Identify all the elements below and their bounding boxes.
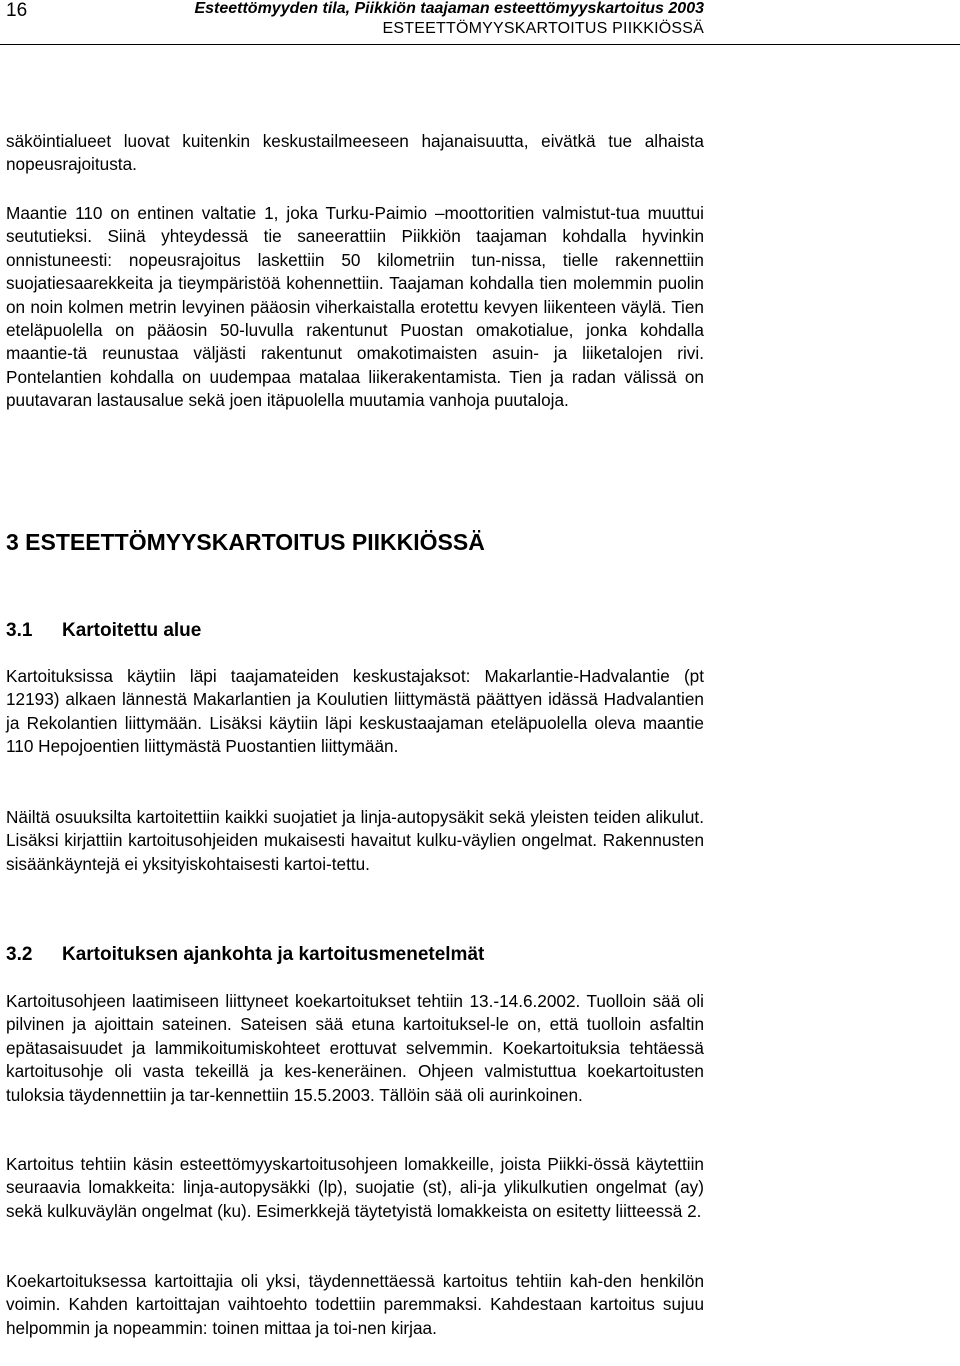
header-rule xyxy=(0,44,960,45)
paragraph-3-2-b: Kartoitus tehtiin käsin esteettömyyskartoitusohjeen lomakkeille, joista Piikki-össä käytettiin seuraavia lomakkeita: linja-autopysäkki (lp), suojatie (st), ali-ja ylikulkutien ongelmat (ay) sekä kulkuväylän ongelmat (ku). Esimerkkejä täytetyistä lomakkeista on esitetty liitteessä 2. xyxy=(6,1154,704,1221)
subsection-title: Kartoituksen ajankohta ja kartoitusmenetelmät xyxy=(62,944,485,965)
paragraph-3-1-a: Kartoituksissa käytiin läpi taajamateiden keskustajaksot: Makarlantie-Hadvalantie (pt 12193) alkaen lännestä Makarlantien ja Koulutien liittymästä päättyen idässä Hadvalantien ja Rekolantien liittymään. Lisäksi käytiin läpi keskustaajaman eteläpuolella oleva maantie 110 Hepojoentien liittymästä Puostantien liittymään. xyxy=(6,666,704,757)
section-heading: 3 ESTEETTÖMYYSKARTOITUS PIIKKIÖSSÄ xyxy=(6,529,485,555)
running-header-title: Esteettömyyden tila, Piikkiön taajaman esteettömyyskartoitus 2003 xyxy=(194,0,704,17)
paragraph-3-2-c: Koekartoituksessa kartoittajia oli yksi, täydennettäessä kartoitus tehtiin kah-den henkilön voimin. Kahden kartoittajan vaihtoehto todettiin paremmaksi. Kahdestaan kartoitus sujuu helpommin ja nopeammin: toinen mittaa ja toi-nen kirjaa. xyxy=(6,1271,704,1338)
intro-paragraph-2: Maantie 110 on entinen valtatie 1, joka Turku-Paimio –moottoritien valmistut-tua muuttui seututieksi. Siinä yhteydessä tie saneerattiin Piikkiön taajaman kohdalla hyvinkin onnistuneesti: nopeusrajoitus laskettiin 50 kilometriin tun-nissa, tielle rakennettiin suojatiesaarekkeita ja tieympäristöä kohennettiin. Taajaman kohdalla tien molemmin puolin on noin kolmen metrin levyinen pääosin viherkaistalla erotettu kevyen liikenteen väylä. Tien eteläpuolella on pääosin 50-luvulla rakentunut Puostan omakotialue, jonka kohdalla maantie-tä reunustaa väljästi rakentunut omakotimaisten asuin- ja liiketalojen rivi. Pontelantien kohdalla on uudempaa matalaa liikerakentamista. Tien ja radan välissä on puutavaran lastausalue sekä joen itäpuolella muutamia vanhoja puutaloja. xyxy=(6,203,704,411)
subsection-title: Kartoitettu alue xyxy=(62,620,202,641)
page-number: 16 xyxy=(6,0,28,21)
subsection-number: 3.2 xyxy=(6,944,33,965)
running-header-subtitle: ESTEETTÖMYYSKARTOITUS PIIKKIÖSSÄ xyxy=(382,20,704,37)
intro-paragraph-1: säköintialueet luovat kuitenkin keskustailmeeseen hajanaisuutta, eivätkä tue alhaista nopeusrajoitusta. xyxy=(6,131,704,175)
paragraph-3-1-b: Näiltä osuuksilta kartoitettiin kaikki suojatiet ja linja-autopysäkit sekä yleisten teiden alikulut. Lisäksi kirjattiin kartoitusohjeiden mukaisesti havaitut kulku-väylien ongelmat. Rakennusten sisäänkäyntejä ei yksityiskohtaisesti kartoi-tettu. xyxy=(6,807,704,874)
subsection-heading-3-1 xyxy=(6,620,201,642)
subsection-heading-3-2 xyxy=(6,944,484,966)
subsection-number: 3.1 xyxy=(6,620,33,641)
paragraph-3-2-a: Kartoitusohjeen laatimiseen liittyneet koekartoitukset tehtiin 13.-14.6.2002. Tuolloin sää oli pilvinen ja ajoittain sateinen. Sateisen sää etuna kartoituksel-le on, että tuolloin asfaltin epätasaisuudet ja lammikoitumiskohteet erottuvat selvemmin. Koekartoituksia tehtäessä kartoitusohje oli vasta tekeillä ja kes-keneräinen. Ohjeen valmistuttua koekartoitusten tuloksia täydennettiin ja tar-kennettiin 15.5.2003. Tällöin sää oli aurinkoinen. xyxy=(6,991,704,1105)
